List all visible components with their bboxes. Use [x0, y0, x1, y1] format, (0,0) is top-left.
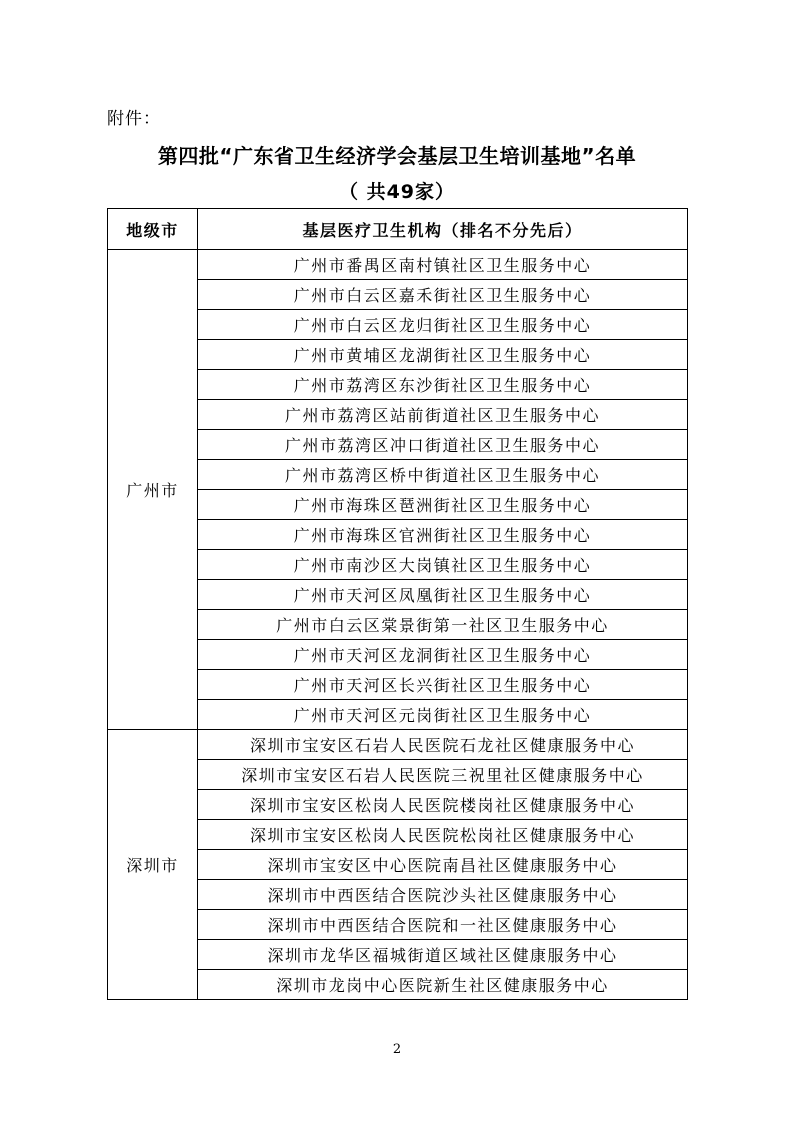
header-institution: 基层医疗卫生机构（排名不分先后）: [198, 209, 688, 250]
institution-cell: 广州市荔湾区东沙街社区卫生服务中心: [198, 370, 688, 400]
institution-cell: 深圳市中西医结合医院和一社区健康服务中心: [198, 910, 688, 940]
institution-cell: 深圳市宝安区石岩人民医院石龙社区健康服务中心: [198, 730, 688, 760]
document-subtitle: （ 共49家）: [338, 181, 456, 203]
table-row: [108, 250, 688, 280]
institution-cell: 广州市天河区长兴街社区卫生服务中心: [198, 670, 688, 700]
attachment-label: 附件：: [107, 109, 161, 129]
institution-cell: 深圳市宝安区石岩人民医院三祝里社区健康服务中心: [198, 760, 688, 790]
institution-cell: 广州市天河区元岗街社区卫生服务中心: [198, 700, 688, 730]
institution-cell: 广州市天河区龙洞街社区卫生服务中心: [198, 640, 688, 670]
institution-cell: 深圳市龙华区福城街道区域社区健康服务中心: [198, 940, 688, 970]
institution-cell: 广州市荔湾区桥中街道社区卫生服务中心: [198, 460, 688, 490]
institution-cell: 广州市天河区凤凰街社区卫生服务中心: [198, 580, 688, 610]
table-row: [108, 730, 688, 760]
institution-table: [107, 208, 688, 1000]
institution-cell: 深圳市龙岗中心医院新生社区健康服务中心: [198, 970, 688, 1000]
institution-cell: 广州市南沙区大岗镇社区卫生服务中心: [198, 550, 688, 580]
institution-cell: 广州市白云区龙归街社区卫生服务中心: [198, 310, 688, 340]
institution-cell: 深圳市宝安区松岗人民医院松岗社区健康服务中心: [198, 820, 688, 850]
document-title: 第四批“广东省卫生经济学会基层卫生培训基地”名单: [157, 144, 637, 168]
header-city: 地级市: [108, 209, 198, 250]
institution-cell: 广州市白云区嘉禾街社区卫生服务中心: [198, 280, 688, 310]
city-cell: 深圳市: [108, 730, 198, 1000]
institution-cell: 广州市黄埔区龙湖街社区卫生服务中心: [198, 340, 688, 370]
institution-cell: 广州市海珠区官洲街社区卫生服务中心: [198, 520, 688, 550]
page-number: 2: [392, 1042, 402, 1057]
table-header-row: [108, 209, 688, 250]
city-cell: 广州市: [108, 250, 198, 730]
institution-cell: 广州市荔湾区冲口街道社区卫生服务中心: [198, 430, 688, 460]
institution-cell: 深圳市宝安区松岗人民医院楼岗社区健康服务中心: [198, 790, 688, 820]
institution-cell: 广州市荔湾区站前街道社区卫生服务中心: [198, 400, 688, 430]
institution-cell: 广州市海珠区琶洲街社区卫生服务中心: [198, 490, 688, 520]
institution-cell: 广州市白云区棠景街第一社区卫生服务中心: [198, 610, 688, 640]
institution-cell: 深圳市宝安区中心医院南昌社区健康服务中心: [198, 850, 688, 880]
institution-cell: 深圳市中西医结合医院沙头社区健康服务中心: [198, 880, 688, 910]
institution-cell: 广州市番禺区南村镇社区卫生服务中心: [198, 250, 688, 280]
